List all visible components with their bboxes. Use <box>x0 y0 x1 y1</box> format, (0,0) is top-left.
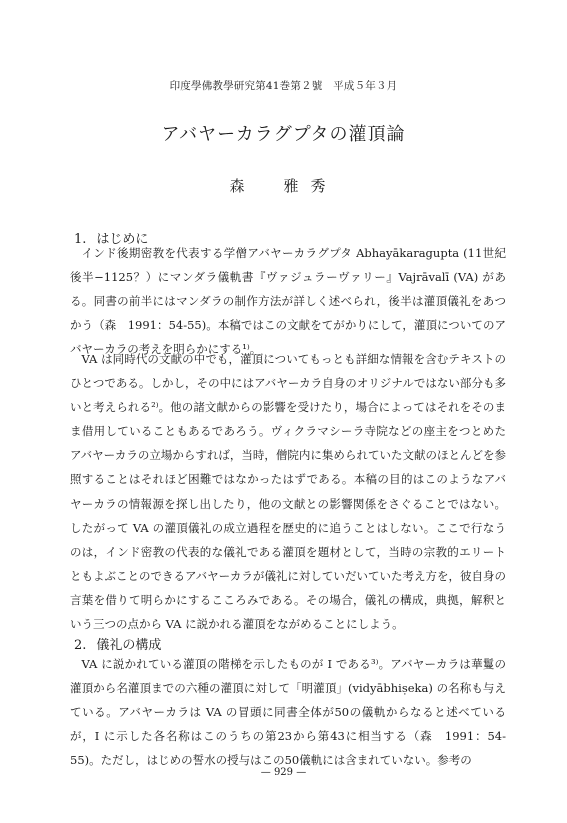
page-number: — 929 — <box>260 767 307 778</box>
section-heading-2 <box>74 634 161 653</box>
section-number: 2. <box>74 638 87 653</box>
paragraph: VA に説かれている灌頂の階梯を示したものが I である³⁾。アバヤーカラは華鬘の灌頂から名灌頂までの六種の灌頂に対して「明灌頂」(vidyābhiṣeka) の名称も与えている。アバヤーカラは VA の冒頭に同書全体が50の儀軌からなると述べているが，I に示した各名称はこのうちの第23から第43に相当する（森 1991：54-55)。ただし，はじめの誓水の授与はこの50儀軌には含まれていない。参考の <box>70 657 506 768</box>
paragraph: インド後期密教を代表する学僧アバヤーカラグプタ Abhayākaragupta (11世紀後半−1125？）にマンダラ儀軌書『ヴァジュラーヴァリー』Vajrāvalī (VA) がある。同書の前半にはマンダラの制作方法が詳しく述べられ，後半は灌頂儀礼をあつかう（森 1991：54-55)。本稿ではこの文献をてがかりにして，灌頂についてのアバヤーカラの考えを明らかにする¹⁾。 <box>70 246 506 357</box>
section-number: 1. <box>74 232 87 247</box>
author-name: 森 雅秀 <box>229 177 338 195</box>
section-title: 儀礼の構成 <box>96 638 162 653</box>
journal-header: 印度學佛教學研究第41巻第２號 平成５年３月 <box>169 80 398 92</box>
paper-title: アバヤーカラグプタの灌頂論 <box>161 124 406 145</box>
paragraph: VA は同時代の文献の中でも，灌頂についてもっとも詳細な情報を含むテキストのひとつである。しかし，その中にはアバヤーカラ自身のオリジナルではない部分も多いと考えられる²⁾。他の諸文献からの影響を受けたり，場合によってはそれをそのまま借用していることもあるであろう。ヴィクラマシーラ寺院などの座主をつとめたアバヤーカラの立場からすれば，当時，僧院内に集められていた文献のほとんどを参照することはそれほど困難ではなかったはずである。本稿の目的はこのようなアバヤーカラの情報源を探し出したり，他の文献との影響関係をさぐることではない。したがって VA の灌頂儀礼の成立過程を歴史的に追うことはしない。ここで行なうのは，インド密教の代表的な儀礼である灌頂を題材として，当時の宗教的エリートともよぶことのできるアバヤーカラが儀礼に対していだいていた考え方を，彼自身の言葉を借りて明らかにするこころみである。その場合，儀礼の構成，典拠，解釈という三つの点から VA に説かれる灌頂をながめることにしよう。 <box>70 352 506 632</box>
section-title: はじめに <box>96 232 149 247</box>
